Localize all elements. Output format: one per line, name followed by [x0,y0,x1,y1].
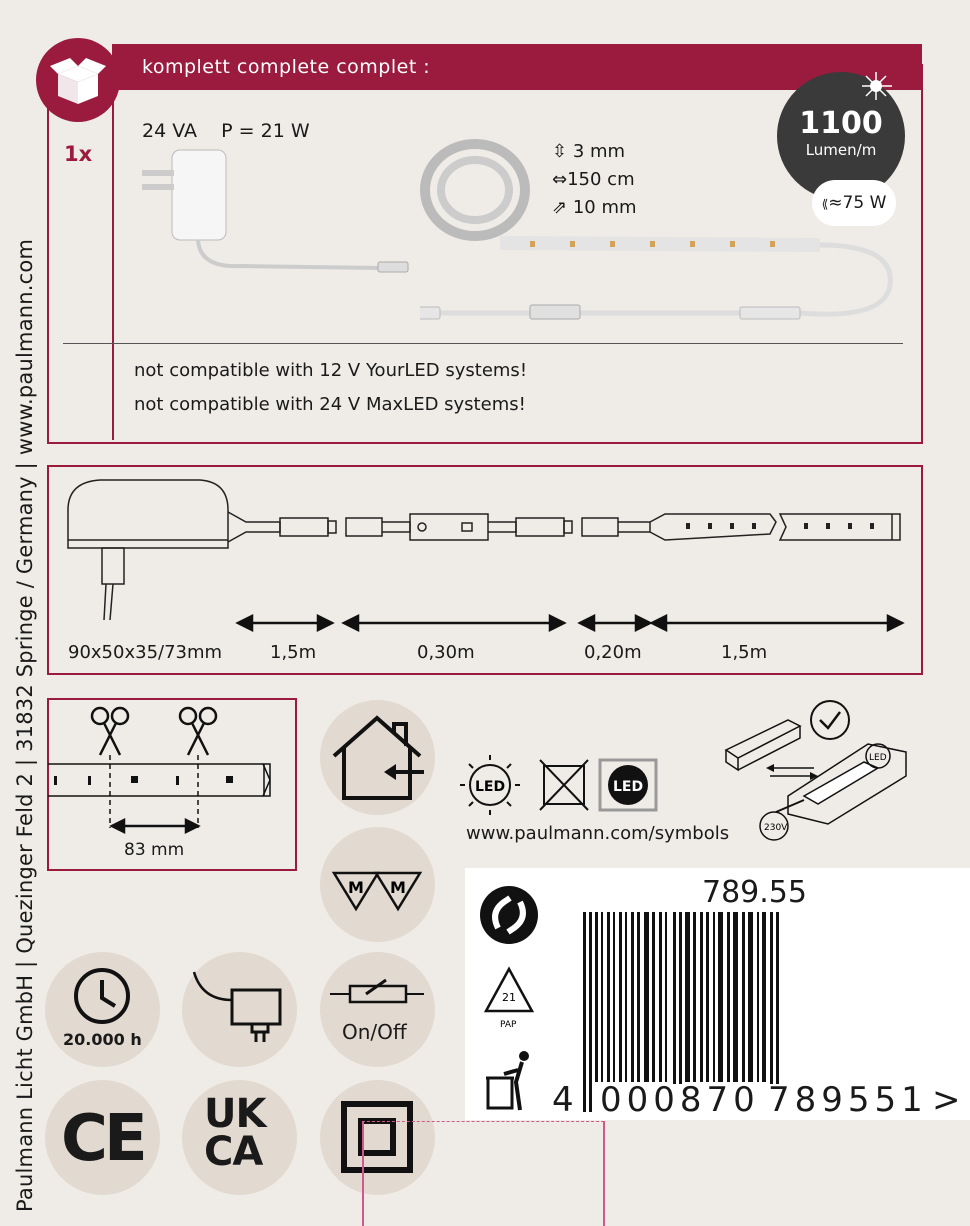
double-insulation-icon [320,1080,435,1195]
lumen-value: 1100 [799,106,883,141]
barcode-bar [637,912,640,1082]
m-triangle-icon [320,827,435,942]
lifetime-symbol [45,952,160,1067]
connector-illustration [718,696,908,846]
length-dimension [552,169,635,190]
fixed-led-icon [600,760,656,810]
clock-icon [45,952,160,1067]
width-dimension [552,197,637,218]
length-value: 150 cm [567,169,635,190]
length-led-strip: 1,5m [721,642,768,663]
led-label-1: LED [475,779,506,795]
led-light-icon [460,755,520,815]
ukca-symbol [182,1080,297,1195]
m-letter-2: M [390,878,406,897]
vertical-divider [112,95,114,440]
barcode-bar [706,912,709,1082]
contents-banner [112,44,922,90]
ukca-line1: UK [204,1091,266,1137]
m-letter-1: M [348,878,364,897]
recycling-icon [480,965,538,1031]
led-label-2: LED [613,779,644,795]
switch-symbol [320,952,435,1067]
barcode-bar [665,912,667,1082]
horizontal-divider [63,343,903,344]
crop-mark-horizontal [362,1121,604,1122]
protection-class-symbol [320,1080,435,1195]
barcode-bar [631,912,634,1082]
width-value: 10 mm [572,197,637,218]
indoor-symbol [320,700,435,815]
symbols-url: www.paulmann.com/symbols [466,823,730,844]
cut-diagram [48,700,294,860]
adapter-size: 90x50x35/73mm [68,642,223,663]
warning-12v: not compatible with 12 V YourLED systems! [134,360,528,381]
barcode-bar [595,912,598,1082]
barcode-bar [700,912,703,1082]
barcode-bar [713,912,715,1082]
adapter-spec: 24 VA P = 21 W [142,120,310,142]
banner-label: komplett complete complet : [142,56,431,78]
wiring-diagram [60,470,920,640]
side-imprint [0,0,37,1226]
power-adapter-illustration [130,140,420,290]
recycling-material: PAP [500,1020,517,1030]
barcode-bar [742,912,745,1082]
check-icon [820,712,840,728]
barcode-bar [607,912,610,1082]
barcode-bar [733,912,738,1082]
barcode-bar [625,912,627,1082]
scissors-icon [92,708,128,755]
barcode-bar [652,912,655,1082]
height-dimension [552,141,625,162]
crop-mark-right [603,1121,605,1226]
adapter-symbol [182,952,297,1067]
side-imprint-text: Paulmann Licht GmbH | Quezinger Feld 2 | 31832 Springe / Germany | www.paulmann.com [13,238,37,1212]
green-dot-icon [480,886,538,944]
barcode-bar [659,912,662,1082]
watt-equivalent: ≈75 W [828,193,887,213]
house-icon [320,700,435,815]
not-replaceable-led-icon [540,760,588,810]
length-switch-cable: 0,30m [417,642,475,663]
recycling-code: 21 [502,991,516,1004]
warning-24v: not compatible with 24 V MaxLED systems! [134,394,526,415]
ce-symbol [45,1080,160,1195]
quantity-label: 1x [64,142,93,166]
barcode-bar [613,912,615,1082]
bin-disposal-icon [484,1048,536,1112]
barcode-bar [685,912,690,1082]
cut-distance: 83 mm [124,840,185,860]
plug-adapter-icon [182,952,297,1067]
led-symbols [460,752,660,822]
product-number: 789.55 [702,875,807,910]
lumen-unit: Lumen/m [805,141,877,159]
ean-prefix: 4 [552,1080,574,1120]
updown-arrow-icon: ⇳ [552,141,573,162]
diagonal-arrow-icon: ⇗ [552,197,573,218]
barcode-bar [644,912,649,1082]
ean-group2: 789551 [768,1080,928,1120]
barcode-bar [748,912,753,1082]
box-icon [36,38,120,122]
watt-equivalent-badge [812,180,896,226]
barcode-bar [619,912,622,1082]
barcode-bar [727,912,730,1082]
crop-mark-left [362,1121,364,1226]
m-mark-symbol [320,827,435,942]
switch-label: On/Off [342,1020,407,1044]
starburst-icon [854,70,894,100]
barcode-bar [693,912,696,1082]
barcode-bar [718,912,723,1082]
barcode-bar [589,912,592,1112]
barcode-bar [757,912,759,1082]
ce-mark: CE [61,1102,144,1176]
ukca-line2: CA [204,1129,263,1175]
switch-icon [320,952,435,1067]
leftright-arrow-icon: ⇔ [552,169,568,190]
barcode-bar [583,912,586,1112]
barcode-bar [601,912,603,1082]
height-value: 3 mm [572,141,626,162]
length-connector-cable: 0,20m [584,642,642,663]
ean-suffix: > [932,1080,961,1120]
voltage-label: 230V [764,823,788,833]
connector-led-label: LED [869,753,887,763]
ean-group1: 000870 [600,1080,760,1120]
barcode-bar [762,912,766,1082]
length-adapter-cable: 1,5m [270,642,317,663]
bulb-icon: ⟪ [821,197,829,211]
lifetime-label: 20.000 h [63,1030,142,1049]
